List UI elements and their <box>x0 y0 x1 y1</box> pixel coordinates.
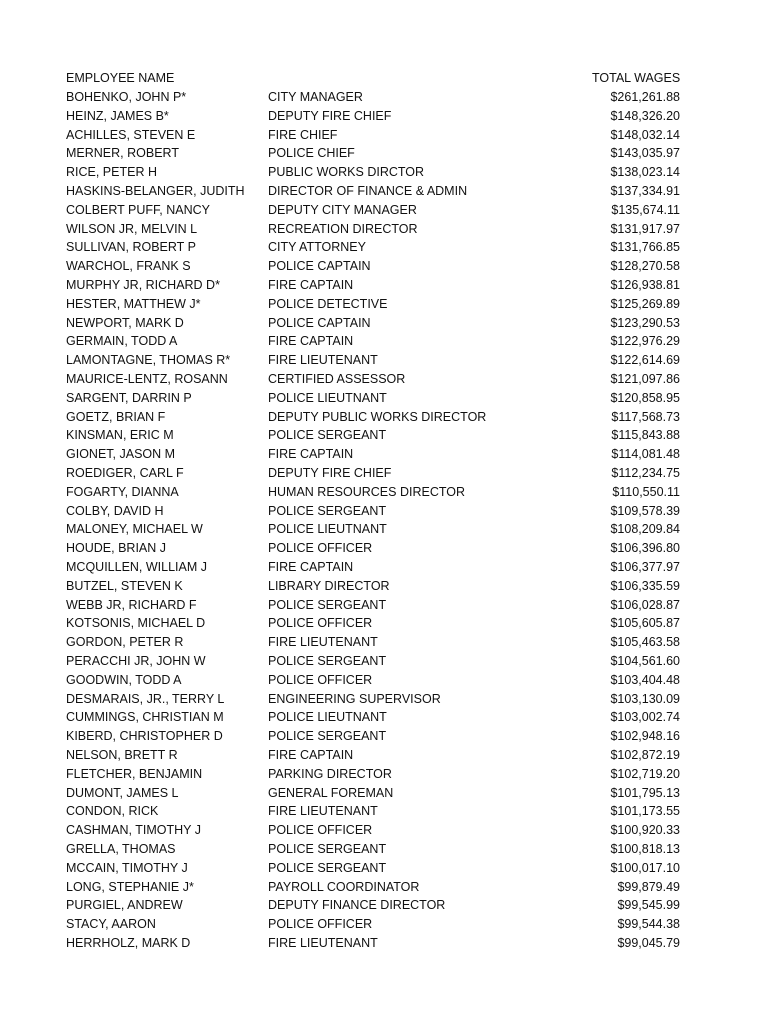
table-row <box>0 332 768 351</box>
total-wages-cell: $122,976.29 <box>610 334 680 349</box>
employee-name-cell: MAURICE-LENTZ, ROSANN <box>66 372 228 386</box>
job-title-cell: HUMAN RESOURCES DIRECTOR <box>268 484 466 499</box>
total-wages-cell: $117,568.73 <box>611 409 680 424</box>
table-row <box>0 144 768 163</box>
job-title-cell: FIRE LIEUTENANT <box>268 635 378 650</box>
table-row <box>0 652 768 671</box>
total-wages-cell: $120,858.95 <box>610 390 680 405</box>
total-wages-cell: $135,674.11 <box>611 202 680 217</box>
employee-name-cell: GERMAIN, TODD A <box>66 334 178 349</box>
employee-name-cell: GRELLA, THOMAS <box>66 842 176 856</box>
total-wages-cell: $114,081.48 <box>611 447 680 462</box>
job-title-cell: FIRE CAPTAIN <box>268 334 354 349</box>
employee-name-cell: KOTSONIS, MICHAEL D <box>66 616 206 631</box>
job-title-cell: POLICE OFFICER <box>268 541 373 556</box>
table-row <box>0 295 768 314</box>
job-title-cell: RECREATION DIRECTOR <box>268 221 418 236</box>
table-row <box>0 483 768 502</box>
employee-name-cell: DUMONT, JAMES L <box>66 785 179 800</box>
job-title-cell: PAYROLL COORDINATOR <box>268 879 420 894</box>
total-wages-cell: $115,843.88 <box>611 428 680 443</box>
employee-name-cell: DESMARAIS, JR., TERRY L <box>66 691 225 706</box>
total-wages-cell: $261,261.88 <box>610 90 680 104</box>
job-title-cell: POLICE SERGEANT <box>268 428 387 443</box>
employee-name-cell: NELSON, BRETT R <box>66 748 178 762</box>
employee-name-cell: HERRHOLZ, MARK D <box>66 936 191 950</box>
job-title-cell: CERTIFIED ASSESSOR <box>268 372 406 386</box>
job-title-cell: FIRE LIEUTENANT <box>268 804 378 819</box>
table-row <box>0 802 768 821</box>
job-title-cell: DEPUTY PUBLIC WORKS DIRECTOR <box>268 409 487 424</box>
total-wages-cell: $106,377.97 <box>610 560 680 574</box>
job-title-cell: POLICE OFFICER <box>268 917 373 932</box>
employee-name-cell: GORDON, PETER R <box>66 635 184 650</box>
total-wages-cell: $131,766.85 <box>610 240 680 255</box>
job-title-cell: POLICE SERGEANT <box>268 842 387 856</box>
job-title-cell: POLICE CAPTAIN <box>268 259 371 274</box>
total-wages-cell: $99,045.79 <box>617 936 680 950</box>
job-title-cell: GENERAL FOREMAN <box>268 785 394 800</box>
total-wages-cell: $102,719.20 <box>610 766 680 781</box>
job-title-cell: POLICE OFFICER <box>268 672 373 687</box>
job-title-cell: POLICE SERGEANT <box>268 597 387 612</box>
total-wages-cell: $106,028.87 <box>610 597 680 612</box>
job-title-cell: FIRE CAPTAIN <box>268 447 354 462</box>
employee-name-cell: HEINZ, JAMES B* <box>66 108 169 123</box>
total-wages-cell: $106,335.59 <box>610 578 680 593</box>
employee-name-cell: BUTZEL, STEVEN K <box>66 578 183 593</box>
job-title-cell: POLICE SERGEANT <box>268 503 387 518</box>
employee-name-cell: LAMONTAGNE, THOMAS R* <box>66 353 231 368</box>
total-wages-cell: $148,032.14 <box>610 127 680 142</box>
total-wages-cell: $103,002.74 <box>610 710 680 725</box>
job-title-cell: POLICE LIEUTNANT <box>268 522 387 537</box>
table-row <box>0 163 768 182</box>
table-row <box>0 220 768 239</box>
total-wages-cell: $99,879.49 <box>617 879 680 894</box>
table-row <box>0 614 768 633</box>
table-row <box>0 370 768 389</box>
job-title-cell: POLICE SERGEANT <box>268 729 387 744</box>
total-wages-cell: $138,023.14 <box>610 165 680 180</box>
employee-name-cell: WARCHOL, FRANK S <box>66 259 191 274</box>
employee-name-cell: PURGIEL, ANDREW <box>66 898 183 913</box>
total-wages-cell: $109,578.39 <box>610 503 680 518</box>
total-wages-cell: $128,270.58 <box>610 259 680 274</box>
total-wages-cell: $106,396.80 <box>610 541 680 556</box>
header-employee-name: EMPLOYEE NAME <box>66 71 175 85</box>
job-title-cell: POLICE OFFICER <box>268 823 373 838</box>
job-title-cell: ENGINEERING SUPERVISOR <box>268 691 441 706</box>
employee-name-cell: FLETCHER, BENJAMIN <box>66 766 203 781</box>
job-title-cell: FIRE LIEUTENANT <box>268 353 378 368</box>
job-title-cell: POLICE LIEUTNANT <box>268 710 387 725</box>
table-row <box>0 408 768 427</box>
total-wages-cell: $123,290.53 <box>610 315 680 330</box>
total-wages-cell: $102,948.16 <box>610 729 680 744</box>
total-wages-cell: $125,269.89 <box>610 296 680 311</box>
job-title-cell: FIRE CAPTAIN <box>268 560 354 574</box>
job-title-cell: CITY ATTORNEY <box>268 240 366 255</box>
job-title-cell: FIRE CHIEF <box>268 127 338 142</box>
employee-name-cell: COLBERT PUFF, NANCY <box>66 202 211 217</box>
table-row <box>0 746 768 765</box>
table-row <box>0 577 768 596</box>
employee-name-cell: WEBB JR, RICHARD F <box>66 597 197 612</box>
table-row <box>0 690 768 709</box>
table-row <box>0 596 768 615</box>
job-title-cell: FIRE CAPTAIN <box>268 278 354 292</box>
employee-name-cell: CUMMINGS, CHRISTIAN M <box>66 710 224 725</box>
table-row <box>0 502 768 521</box>
table-row <box>0 915 768 934</box>
job-title-cell: POLICE OFFICER <box>268 616 373 631</box>
total-wages-cell: $148,326.20 <box>610 108 680 123</box>
job-title-cell: DEPUTY FIRE CHIEF <box>268 466 392 480</box>
table-row <box>0 821 768 840</box>
employee-name-cell: GOETZ, BRIAN F <box>66 409 166 424</box>
job-title-cell: PARKING DIRECTOR <box>268 766 392 781</box>
job-title-cell: DEPUTY CITY MANAGER <box>268 202 417 217</box>
job-title-cell: POLICE CHIEF <box>268 146 355 161</box>
employee-name-cell: PERACCHI JR, JOHN W <box>66 654 206 668</box>
total-wages-cell: $122,614.69 <box>610 353 680 368</box>
employee-name-cell: KIBERD, CHRISTOPHER D <box>66 729 223 744</box>
employee-name-cell: RICE, PETER H <box>66 165 157 180</box>
employee-name-cell: GOODWIN, TODD A <box>66 672 182 687</box>
table-row <box>0 257 768 276</box>
total-wages-cell: $121,097.86 <box>610 372 680 386</box>
employee-name-cell: MCQUILLEN, WILLIAM J <box>66 560 207 574</box>
employee-name-cell: GIONET, JASON M <box>66 447 176 462</box>
employee-name-cell: ROEDIGER, CARL F <box>66 466 184 480</box>
employee-name-cell: HOUDE, BRIAN J <box>66 541 167 556</box>
employee-name-cell: BOHENKO, JOHN P* <box>66 90 187 104</box>
table-row <box>0 107 768 126</box>
total-wages-cell: $104,561.60 <box>610 654 680 668</box>
table-row <box>0 238 768 257</box>
total-wages-cell: $105,463.58 <box>610 635 680 650</box>
table-row <box>0 896 768 915</box>
employee-name-cell: CASHMAN, TIMOTHY J <box>66 823 201 838</box>
table-row <box>0 351 768 370</box>
total-wages-cell: $100,920.33 <box>610 823 680 838</box>
table-row <box>0 464 768 483</box>
table-row <box>0 520 768 539</box>
table-row <box>0 88 768 107</box>
total-wages-cell: $101,795.13 <box>610 785 680 800</box>
table-row <box>0 727 768 746</box>
table-row <box>0 389 768 408</box>
employee-name-cell: MERNER, ROBERT <box>66 146 179 161</box>
employee-name-cell: MCCAIN, TIMOTHY J <box>66 860 188 875</box>
total-wages-cell: $100,017.10 <box>610 860 680 875</box>
table-row <box>0 201 768 220</box>
table-row <box>0 765 768 784</box>
table-row <box>0 126 768 145</box>
total-wages-cell: $143,035.97 <box>610 146 680 161</box>
total-wages-cell: $108,209.84 <box>610 522 680 537</box>
employee-name-cell: HESTER, MATTHEW J* <box>66 296 201 311</box>
total-wages-cell: $137,334.91 <box>610 184 680 198</box>
header-total-wages: TOTAL WAGES <box>592 71 681 85</box>
table-row <box>0 182 768 201</box>
job-title-cell: LIBRARY DIRECTOR <box>268 578 390 593</box>
job-title-cell: POLICE CAPTAIN <box>268 315 371 330</box>
employee-name-cell: MALONEY, MICHAEL W <box>66 522 203 537</box>
employee-name-cell: SARGENT, DARRIN P <box>66 390 192 405</box>
employee-name-cell: FOGARTY, DIANNA <box>66 484 179 499</box>
job-title-cell: CITY MANAGER <box>268 90 363 104</box>
table-row <box>0 840 768 859</box>
job-title-cell: POLICE SERGEANT <box>268 654 387 668</box>
table-row <box>0 633 768 652</box>
employee-name-cell: MURPHY JR, RICHARD D* <box>66 278 220 292</box>
table-row <box>0 859 768 878</box>
total-wages-cell: $110,550.11 <box>612 484 680 499</box>
table-row <box>0 276 768 295</box>
employee-name-cell: WILSON JR, MELVIN L <box>66 221 198 236</box>
employee-name-cell: LONG, STEPHANIE J* <box>66 879 194 894</box>
employee-name-cell: SULLIVAN, ROBERT P <box>66 240 196 255</box>
employee-name-cell: CONDON, RICK <box>66 804 159 819</box>
total-wages-cell: $105,605.87 <box>610 616 680 631</box>
table-row <box>0 445 768 464</box>
employee-name-cell: HASKINS-BELANGER, JUDITH <box>66 184 245 198</box>
employee-name-cell: KINSMAN, ERIC M <box>66 428 174 443</box>
table-row <box>0 558 768 577</box>
total-wages-cell: $100,818.13 <box>610 842 680 856</box>
job-title-cell: FIRE CAPTAIN <box>268 748 354 762</box>
total-wages-cell: $99,544.38 <box>617 917 680 932</box>
job-title-cell: FIRE LIEUTENANT <box>268 936 378 950</box>
table-row <box>0 878 768 897</box>
table-row <box>0 671 768 690</box>
total-wages-cell: $99,545.99 <box>617 898 680 913</box>
job-title-cell: PUBLIC WORKS DIRCTOR <box>268 165 425 180</box>
table-row <box>0 539 768 558</box>
total-wages-cell: $101,173.55 <box>610 804 680 819</box>
table-row <box>0 784 768 803</box>
total-wages-cell: $103,130.09 <box>610 691 680 706</box>
job-title-cell: POLICE DETECTIVE <box>268 296 388 311</box>
table-row <box>0 314 768 333</box>
table-row <box>0 426 768 445</box>
table-row <box>0 934 768 953</box>
employee-name-cell: ACHILLES, STEVEN E <box>66 127 196 142</box>
job-title-cell: DIRECTOR OF FINANCE & ADMIN <box>268 184 468 198</box>
employee-name-cell: COLBY, DAVID H <box>66 503 164 518</box>
job-title-cell: POLICE SERGEANT <box>268 860 387 875</box>
job-title-cell: DEPUTY FINANCE DIRECTOR <box>268 898 446 913</box>
employee-name-cell: NEWPORT, MARK D <box>66 315 184 330</box>
total-wages-cell: $102,872.19 <box>610 748 680 762</box>
total-wages-cell: $131,917.97 <box>610 221 680 236</box>
job-title-cell: DEPUTY FIRE CHIEF <box>268 108 392 123</box>
table-row <box>0 708 768 727</box>
total-wages-cell: $112,234.75 <box>611 466 680 480</box>
job-title-cell: POLICE LIEUTNANT <box>268 390 387 405</box>
total-wages-cell: $103,404.48 <box>610 672 680 687</box>
employee-name-cell: STACY, AARON <box>66 917 156 932</box>
total-wages-cell: $126,938.81 <box>610 278 680 292</box>
